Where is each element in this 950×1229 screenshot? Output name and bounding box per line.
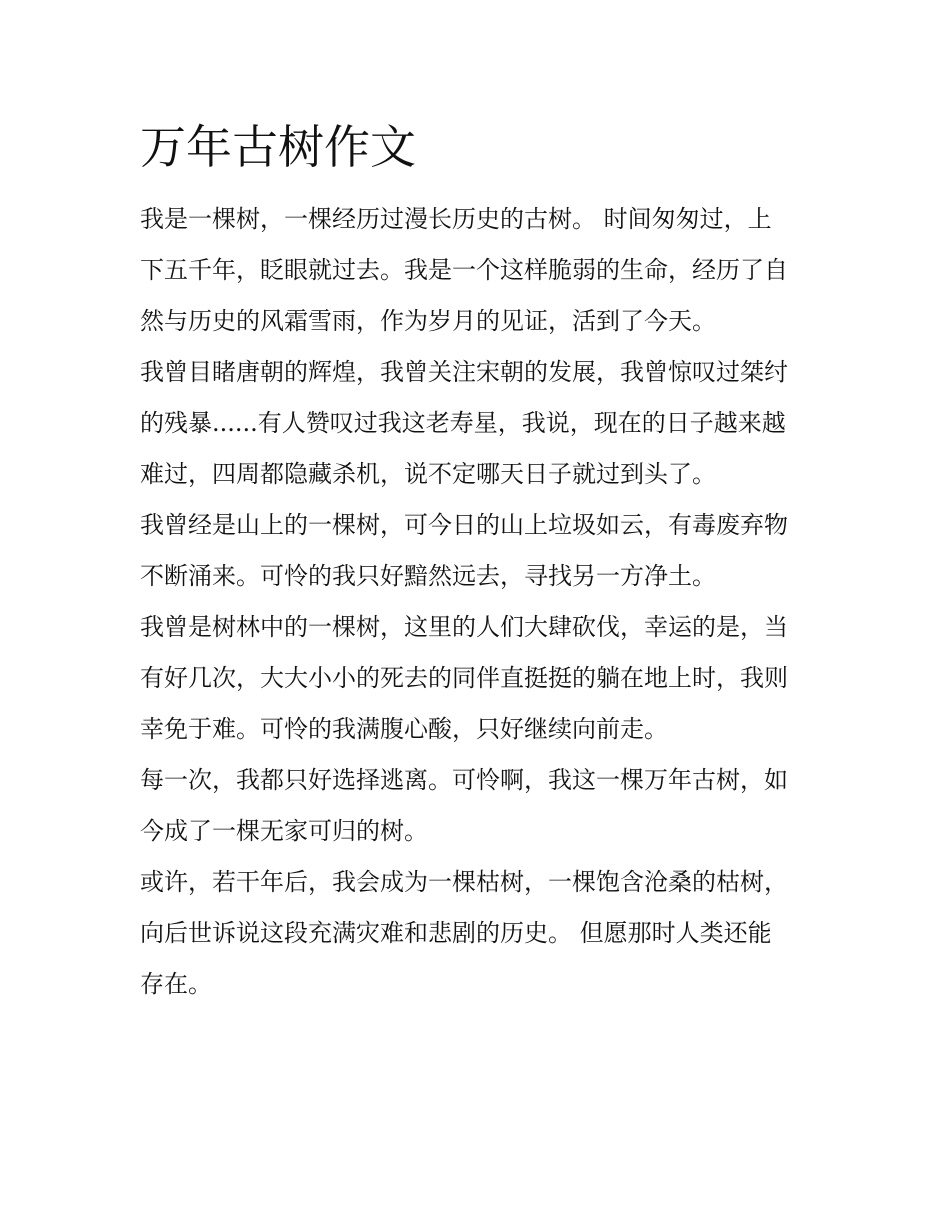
body-line: 不断涌来。可怜的我只好黯然远去，寻找另一方净土。 [140, 562, 716, 590]
body-line: 难过，四周都隐藏杀机，说不定哪天日子就过到头了。 [140, 460, 716, 488]
body-line: 然与历史的风霜雪雨，作为岁月的见证，活到了今天。 [140, 307, 716, 335]
body-line: 下五千年，眨眼就过去。我是一个这样脆弱的生命，经历了自 [140, 256, 788, 284]
document-body [140, 194, 830, 1010]
body-line: 幸免于难。可怜的我满腹心酸，只好继续向前走。 [140, 715, 668, 743]
body-line: 每一次，我都只好选择逃离。可怜啊，我这一棵万年古树，如 [140, 766, 788, 794]
document-title: 万年古树作文 [140, 120, 416, 174]
body-line: 我曾目睹唐朝的辉煌，我曾关注宋朝的发展，我曾惊叹过桀纣 [140, 358, 788, 386]
body-line: 我曾是树林中的一棵树，这里的人们大肆砍伐，幸运的是，当 [140, 613, 788, 641]
body-line: 我是一棵树，一棵经历过漫长历史的古树。 时间匆匆过，上 [140, 205, 772, 233]
body-line: 我曾经是山上的一棵树，可今日的山上垃圾如云，有毒废弃物 [140, 511, 788, 539]
body-line: 或许，若干年后，我会成为一棵枯树，一棵饱含沧桑的枯树， [140, 868, 788, 896]
body-line: 有好几次，大大小小的死去的同伴直挺挺的躺在地上时，我则 [140, 664, 788, 692]
body-line: 的残暴......有人赞叹过我这老寿星，我说，现在的日子越来越 [140, 409, 786, 437]
body-line: 存在。 [140, 970, 212, 998]
body-line: 向后世诉说这段充满灾难和悲剧的历史。 但愿那时人类还能 [140, 919, 772, 947]
body-line: 今成了一棵无家可归的树。 [140, 817, 428, 845]
